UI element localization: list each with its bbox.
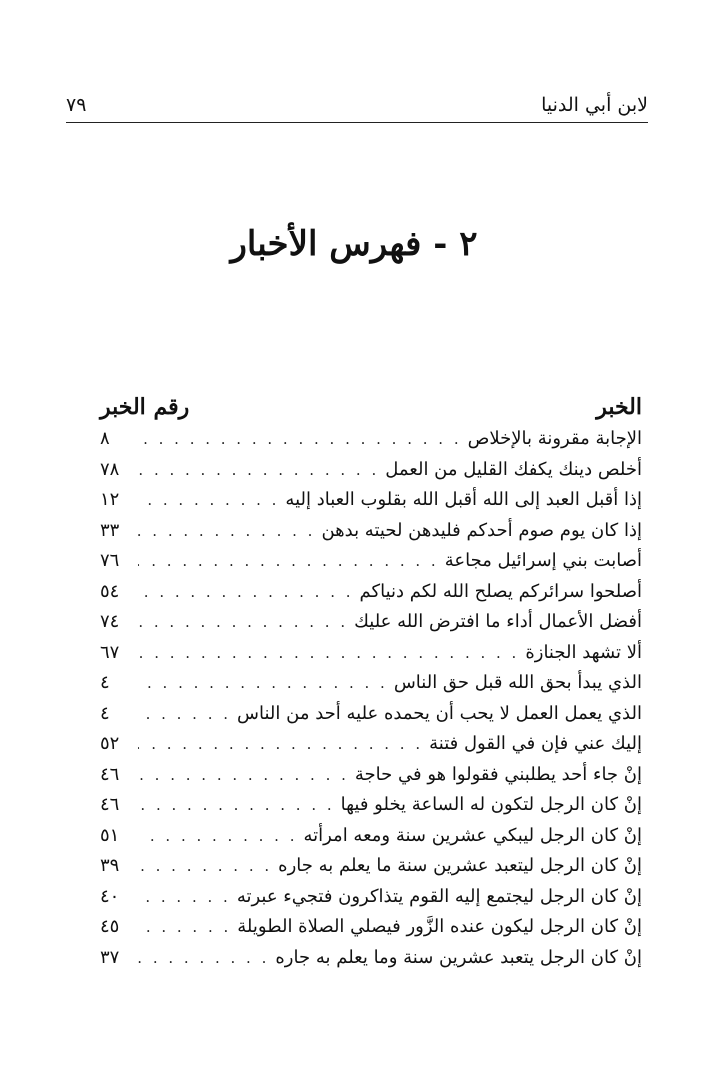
entry-number: ٣٩	[100, 855, 120, 876]
entry-number: ٧٤	[100, 611, 120, 632]
dot-leader	[138, 699, 231, 730]
entry-number: ٥٤	[100, 580, 120, 602]
entry-text: إذا أقبل العبد إلى الله أقبل الله بقلوب العباد إليه	[285, 489, 642, 510]
entry-number: ٣٧	[100, 946, 120, 968]
dot-leader	[138, 607, 348, 638]
running-header	[66, 86, 648, 123]
entry-number: ٦٧	[100, 641, 120, 663]
dot-leader	[138, 851, 272, 882]
index-entries	[100, 424, 642, 973]
running-title: لابن أبي الدنيا	[541, 94, 648, 116]
entry-number: ٧٦	[100, 550, 120, 571]
index-entry	[100, 607, 642, 638]
entry-text: ألا تشهد الجنازة	[525, 641, 642, 663]
entry-number: ٥١	[100, 824, 120, 846]
entry-text: إذا كان يوم صوم أحدكم فليدهن لحيته بدهن	[321, 519, 642, 541]
entry-text: الإجابة مقرونة بالإخلاص	[467, 428, 642, 449]
page-number: ٧٩	[66, 94, 87, 116]
entry-number: ٤	[100, 672, 110, 693]
index-entry	[100, 485, 642, 516]
index-entry	[100, 455, 642, 486]
index-entry	[100, 577, 642, 608]
entry-number: ٤	[100, 702, 110, 724]
index-entry	[100, 424, 642, 455]
dot-leader	[138, 912, 231, 943]
dot-leader	[138, 424, 462, 455]
entry-text: إليك عني فإن في القول فتنة	[429, 733, 642, 754]
index-entry	[100, 912, 642, 943]
entry-text: أصابت بني إسرائيل مجاعة	[444, 550, 642, 571]
news-index	[100, 390, 642, 973]
dot-leader	[138, 760, 349, 791]
dot-leader	[138, 821, 297, 852]
entry-text: إنْ كان الرجل يتعبد عشرين سنة وما يعلم به جاره	[275, 946, 642, 968]
text-column-heading: الخبر	[596, 394, 642, 420]
dot-leader	[138, 943, 269, 974]
dot-leader	[138, 729, 423, 760]
number-column-heading: رقم الخبر	[100, 394, 190, 420]
dot-leader	[138, 790, 335, 821]
entry-number: ٤٦	[100, 794, 120, 815]
index-entry	[100, 821, 642, 852]
entry-text: الذي يعمل العمل لا يحب أن يحمده عليه أحد من الناس	[237, 702, 642, 724]
index-column-headings	[100, 390, 642, 424]
dot-leader	[138, 455, 379, 486]
index-entry	[100, 882, 642, 913]
dot-leader	[138, 668, 388, 699]
entry-text: إنْ كان الرجل ليجتمع إليه القوم يتذاكرون فتجيء عبرته	[236, 885, 642, 907]
entry-text: أفضل الأعمال أداء ما افترض الله عليك	[354, 611, 642, 632]
entry-text: إنْ كان الرجل ليتعبد عشرين سنة ما يعلم به جاره	[278, 855, 642, 876]
dot-leader	[138, 882, 231, 913]
dot-leader	[138, 638, 519, 669]
entry-text: أصلحوا سرائركم يصلح الله لكم دنياكم	[359, 580, 642, 602]
entry-number: ٨	[100, 428, 110, 449]
dot-leader	[138, 485, 279, 516]
entry-number: ٤٥	[100, 916, 120, 937]
entry-number: ١٢	[100, 489, 120, 510]
entry-number: ٧٨	[100, 458, 120, 480]
entry-text: إنْ جاء أحد يطلبني فقولوا هو في حاجة	[354, 763, 642, 785]
entry-text: إنْ كان الرجل لتكون له الساعة يخلو فيها	[340, 794, 642, 815]
entry-number: ٤٠	[100, 885, 120, 907]
dot-leader	[138, 516, 315, 547]
entry-text: إنْ كان الرجل ليكون عنده الزَّور فيصلي الصلاة الطويلة	[237, 916, 642, 937]
entry-text: أخلص دينك يكفك القليل من العمل	[385, 458, 642, 480]
index-entry	[100, 943, 642, 974]
page-title: ٢ - فهرس الأخبار	[230, 224, 478, 264]
index-entry	[100, 760, 642, 791]
index-entry	[100, 516, 642, 547]
index-entry	[100, 546, 642, 577]
entry-number: ٣٣	[100, 519, 120, 541]
entry-text: إنْ كان الرجل ليبكي عشرين سنة ومعه امرأته	[303, 824, 642, 846]
entry-number: ٤٦	[100, 763, 120, 785]
dot-leader	[138, 546, 439, 577]
entry-text: الذي يبدأ بحق الله قبل حق الناس	[393, 672, 642, 693]
dot-leader	[138, 577, 354, 608]
index-entry	[100, 668, 642, 699]
index-entry	[100, 851, 642, 882]
index-entry	[100, 729, 642, 760]
index-entry	[100, 790, 642, 821]
index-entry	[100, 699, 642, 730]
index-entry	[100, 638, 642, 669]
entry-number: ٥٢	[100, 733, 120, 754]
